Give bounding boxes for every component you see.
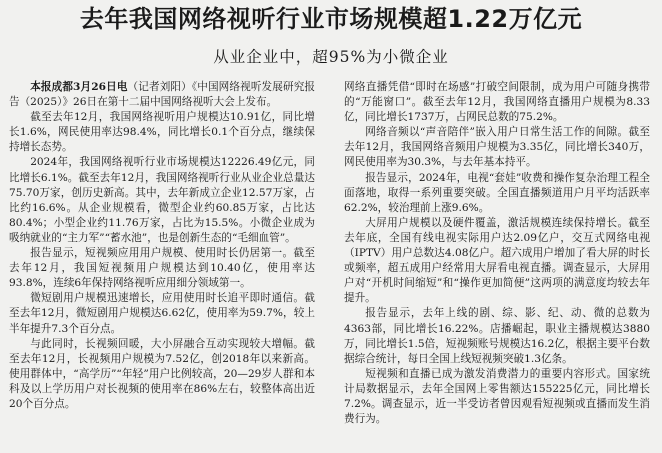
article-paragraph: 短视频和直播已成为激发消费潜力的重要内容形式。国家统计局数据显示，去年全国网上零售额达155225亿元，同比增长7.2%。调查显示，近一半受访者曾因观看短视频或直播而发生消费行为。 (344, 367, 650, 426)
headline: 去年我国网络视听行业市场规模超1.22万亿元 (79, 5, 583, 33)
dateline: 本报成都3月26日电 (30, 81, 128, 93)
paragraph-text: 《中国网络视听发展研究报告（2025）》26日在第十二届中国网络视听大会上发布。 (9, 81, 315, 109)
byline: （记者刘阳） (127, 81, 192, 93)
article-paragraph: 报告显示，短视频应用用户规模、使用时长仍居第一。截至去年12月，我国短视频用户规模达到10.40亿，使用率达93.8%，连续6年保持网络视听应用细分领域第一。 (9, 247, 315, 290)
article-paragraph (9, 80, 315, 110)
article-paragraph: 报告显示，去年上线的剧、综、影、纪、动、微的总数为4363部，同比增长16.22%。店播崛起，职业主播规模达3880万，同比增长1.5倍，短视频账号规模达16.2亿，根据主要平台数据综合统计，每日全国上线短视频突破1.3亿条。 (344, 307, 650, 365)
article-paragraph: 微短剧用户规模迅速增长，应用使用时长追平即时通信。截至去年12月，微短剧用户规模达6.62亿，使用率为59.7%，较上半年提升7.3个百分点。 (9, 292, 315, 335)
article-paragraph: 网络音频以“声音陪伴”嵌入用户日常生活工作的间隙。截至去年12月，我国网络音频用户规模为3.35亿，同比增长340万，网民使用率为30.3%，与去年基本持平。 (344, 126, 650, 169)
article-paragraph: 与此同时，长视频回暖，大小屏融合互动实现较大增幅。截至去年12月，长视频用户规模为7.52亿，创2018年以来新高。使用群体中，“高学历”“年轻”用户比例较高，20—29岁人群和本科及以上学历用户对长视频的使用率在86%左右，较整体高出近20个百分点。 (9, 337, 315, 410)
article-column-left (9, 80, 315, 452)
article-paragraph: 2024年，我国网络视听行业市场规模达12226.49亿元，同比增长6.1%。截至去年12月，我国网络视听行业从业企业总量达75.70万家，创历史新高。其中，去年新成立企业12.57万家，占比约16.6%。从企业规模看，微型企业约60.85万家，占比达80.4%；小型企业约11.76万家，占比为15.5%。小微企业成为吸纳就业的“主力军”“蓄水池”，也是创新生态的“毛细血管”。 (9, 156, 315, 244)
article-column-right (344, 80, 650, 452)
article-paragraph: 网络直播凭借“即时在场感”打破空间限制，成为用户可随身携带的“万能窗口”。截至去年12月，我国网络直播用户规模为8.33亿，同比增长1737万，占网民总数的75.2%。 (344, 81, 650, 124)
subheadline: 从业企业中，超95%为小微企业 (213, 48, 449, 66)
article-paragraph: 截至去年12月，我国网络视听用户规模达10.91亿，同比增长1.6%，网民使用率达98.4%，同比增长0.1个百分点，继续保持增长态势。 (9, 111, 315, 154)
article-paragraph: 报告显示，2024年，电视“套娃”收费和操作复杂治理工程全面落地，取得一系列重要突破。全国直播频道用户月平均活跃率62.2%，较治理前上涨9.6%。 (344, 171, 650, 214)
article-paragraph: 大屏用户规模以及硬件覆盖，激活规模连续保持增长。截至去年底，全国有线电视实际用户达2.09亿户，交互式网络电视（IPTV）用户总数达4.08亿户。超六成用户增加了看大屏的时长或频率，超五成用户经常用大屏看电视直播。调查显示，大屏用户对“开机时间缩短”和“操作更加简便”这两项的满意度均较去年提升。 (344, 216, 650, 305)
